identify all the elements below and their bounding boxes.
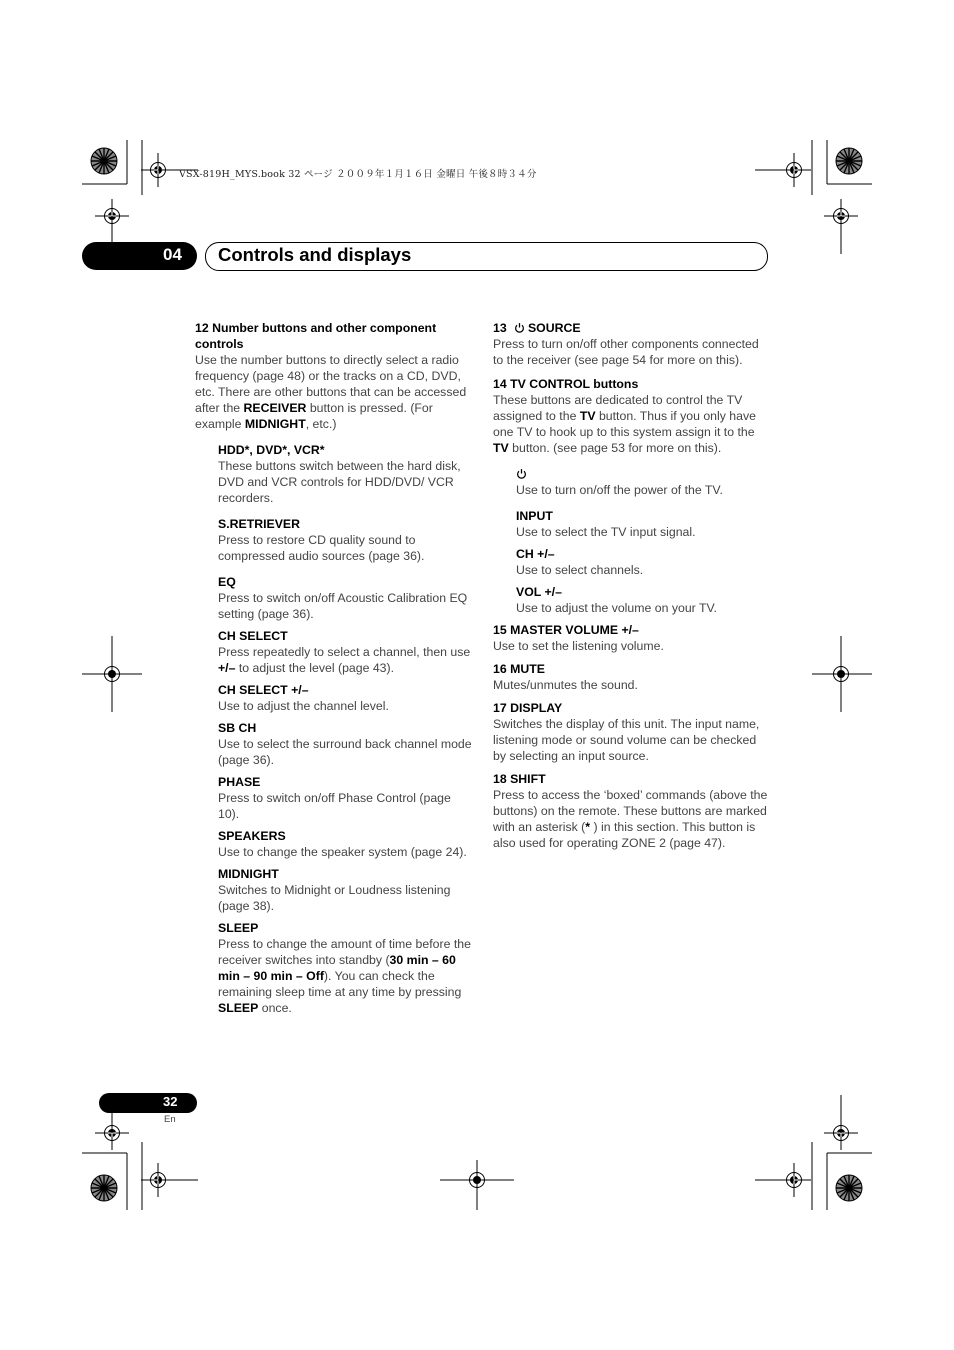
section-17-text: Switches the display of this unit. The input name, listening mode or sound volume can be checked by selecting an input source.	[493, 717, 760, 763]
power-icon	[514, 322, 525, 333]
item-tv-input: INPUT Use to select the TV input signal.	[516, 509, 696, 539]
item-midnight: MIDNIGHT Switches to Midnight or Loudness listening (page 38).	[218, 867, 451, 913]
page-number-badge	[99, 1093, 197, 1113]
item-s-retriever: S.RETRIEVER Press to restore CD quality sound to compressed audio sources (page 36).	[218, 517, 425, 563]
chapter-title: Controls and displays	[218, 244, 412, 265]
book-header-line: VSX-819H_MYS.book 32 ページ ２００９年１月１６日 金曜日 午後８時３４分	[179, 169, 537, 180]
section-14-heading: 14 TV CONTROL buttons	[493, 377, 639, 391]
right-column	[493, 320, 768, 851]
page-language: En	[164, 1114, 176, 1125]
section-13-text: Press to turn on/off other components connected to the receiver (see page 54 for more on this).	[493, 337, 759, 367]
item-sleep: SLEEP Press to change the amount of time before the receiver switches into standby (30 min – 60 min – 90 min – Off). You can check the remaining sleep time at any time by pressing SLEEP once.	[218, 921, 471, 1015]
section-15-text: Use to set the listening volume.	[493, 639, 664, 653]
item-tv-power: Use to turn on/off the power of the TV.	[516, 466, 768, 498]
section-14-text: These buttons are dedicated to control the TV assigned to the TV button. Thus if you only have one TV to hook up to this system assign it to the TV button. (see page 53 for more on this).	[493, 393, 756, 455]
chapter-number: 04	[163, 245, 182, 264]
starburst-target-icon	[836, 148, 862, 174]
item-eq: EQ Press to switch on/off Acoustic Calibration EQ setting (page 36).	[218, 575, 468, 621]
section-18-text: Press to access the ‘boxed’ commands (above the buttons) on the remote. These buttons are marked with an asterisk (* ) in this section. This button is also used for operating ZONE 2 (page 47).	[493, 788, 768, 850]
item-tv-ch: CH +/– Use to select channels.	[516, 547, 644, 577]
section-13-heading: 13 SOURCE	[493, 321, 581, 335]
item-sb-ch: SB CH Use to select the surround back channel mode (page 36).	[218, 721, 472, 767]
item-hdd-dvd-vcr: HDD*, DVD*, VCR* These buttons switch between the hard disk, DVD and VCR controls for HDD/DVD/ VCR recorders.	[218, 443, 461, 505]
section-12-text: Use the number buttons to directly select a radio frequency (page 48) or the tracks on a CD, DVD, etc. There are other buttons that can be accessed after the RECEIVER button is pressed. (For example MIDNIGHT, etc.)	[195, 353, 467, 431]
section-18-heading: 18 SHIFT	[493, 772, 546, 786]
power-icon	[516, 468, 527, 479]
section-12-heading: 12 Number buttons and other component controls	[195, 321, 437, 351]
section-16-heading: 16 MUTE	[493, 662, 545, 676]
starburst-target-icon	[91, 1175, 117, 1201]
item-phase: PHASE Press to switch on/off Phase Control (page 10).	[218, 775, 451, 821]
item-ch-select: CH SELECT Press repeatedly to select a channel, then use +/– to adjust the level (page 43).	[218, 629, 471, 675]
item-ch-select-plus-minus: CH SELECT +/– Use to adjust the channel level.	[218, 683, 389, 713]
item-speakers: SPEAKERS Use to change the speaker system (page 24).	[218, 829, 467, 859]
starburst-target-icon	[91, 148, 117, 174]
starburst-target-icon	[836, 1175, 862, 1201]
left-column	[195, 320, 473, 1016]
section-15-heading: 15 MASTER VOLUME +/–	[493, 623, 639, 637]
section-17-heading: 17 DISPLAY	[493, 701, 563, 715]
section-16-text: Mutes/unmutes the sound.	[493, 678, 638, 692]
item-tv-vol: VOL +/– Use to adjust the volume on your TV.	[516, 585, 717, 615]
page-number: 32	[163, 1094, 178, 1109]
